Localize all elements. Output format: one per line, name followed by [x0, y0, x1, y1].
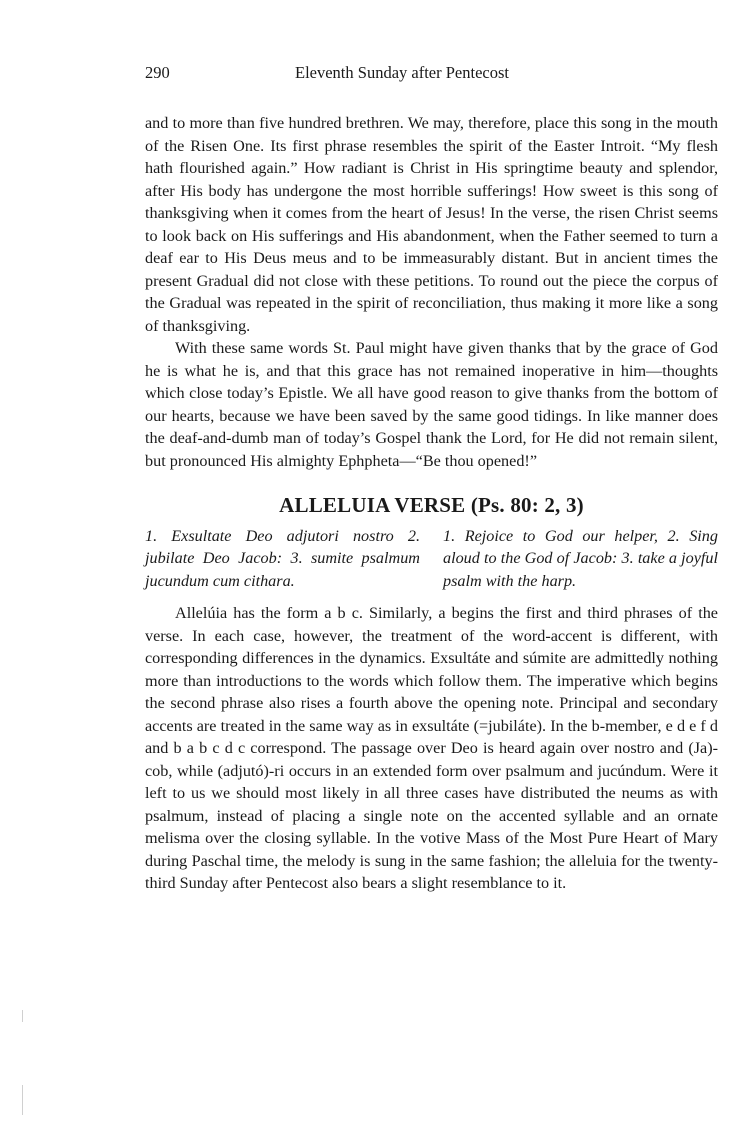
scan-margin-mark	[22, 1085, 23, 1115]
running-title: Eleventh Sunday after Pentecost	[295, 63, 509, 82]
section-heading: ALLELUIA VERSE (Ps. 80: 2, 3)	[279, 493, 584, 517]
verse-columns	[145, 525, 718, 593]
english-verse: 1. Rejoice to God our helper, 2. Sing aloud to the God of Jacob: 3. take a joyful psalm with the harp.	[443, 526, 718, 590]
running-header	[145, 62, 718, 94]
page-number: 290	[145, 63, 170, 82]
book-page	[145, 62, 718, 895]
paragraph-1: and to more than five hundred brethren. We may, therefore, place this song in the mouth of the Risen One. Its first phrase resembles the spirit of the Easter Introit. “My flesh hath flourished again.” How radiant is Christ in His springtime beauty and splendor, after His body has undergone the most horrible sufferings! How sweet is this song of thanksgiving when it comes from the heart of Jesus! In the verse, the risen Christ seems to look back on His sufferings and His abandonment, when the Father seemed to turn a deaf ear to His Deus meus and to be immeasurably distant. But in ancient times the present Gradual did not close with these petitions. To round out the piece the corpus of the Gradual was repeated in the spirit of reconciliation, thus making it more like a song of thanksgiving.	[145, 114, 718, 335]
scan-margin-mark	[22, 1010, 23, 1022]
paragraph-3: Allelúia has the form a b c. Similarly, a begins the first and third phrases of the verse. In each case, however, the treatment of the word-accent is different, with corresponding differences in the dynamics. Exsultáte and súmite are admittedly nothing more than introductions to the words which follow them. The imperative which begins the second phrase also rises a fourth above the opening note. Principal and secondary accents are treated in the same way as in exsultáte (=jubiláte). In the b-member, e d e f d and b a b c d c correspond. The passage over Deo is heard again over nostro and (Ja)-cob, while (adjutó)-ri occurs in an extended form over psalmum and jucúndum. Were it left to us we should most likely in all three cases have distributed the neums as with psalmum, instead of placing a single note on the accented syllable and an ornate melisma over the closing syllable. In the votive Mass of the Most Pure Heart of Mary during Paschal time, the melody is sung in the same fashion; the alleluia for the twenty-third Sunday after Pentecost also bears a slight resemblance to it.	[145, 604, 718, 892]
paragraph-2: With these same words St. Paul might have given thanks that by the grace of God he is what he is, and that this grace has not remained inoperative in him—thoughts which close today’s Epistle. We all have good reason to give thanks from the bottom of our hearts, because we have been saved by the same good tidings. In like manner does the deaf-and-dumb man of today’s Gospel thank the Lord, for He did not remain silent, but pronounced His almighty Ephpheta—“Be thou opened!”	[145, 339, 718, 470]
latin-verse: 1. Exsultate Deo adjutori nostro 2. jubilate Deo Jacob: 3. sumite psalmum jucundum cum cithara.	[145, 526, 420, 590]
